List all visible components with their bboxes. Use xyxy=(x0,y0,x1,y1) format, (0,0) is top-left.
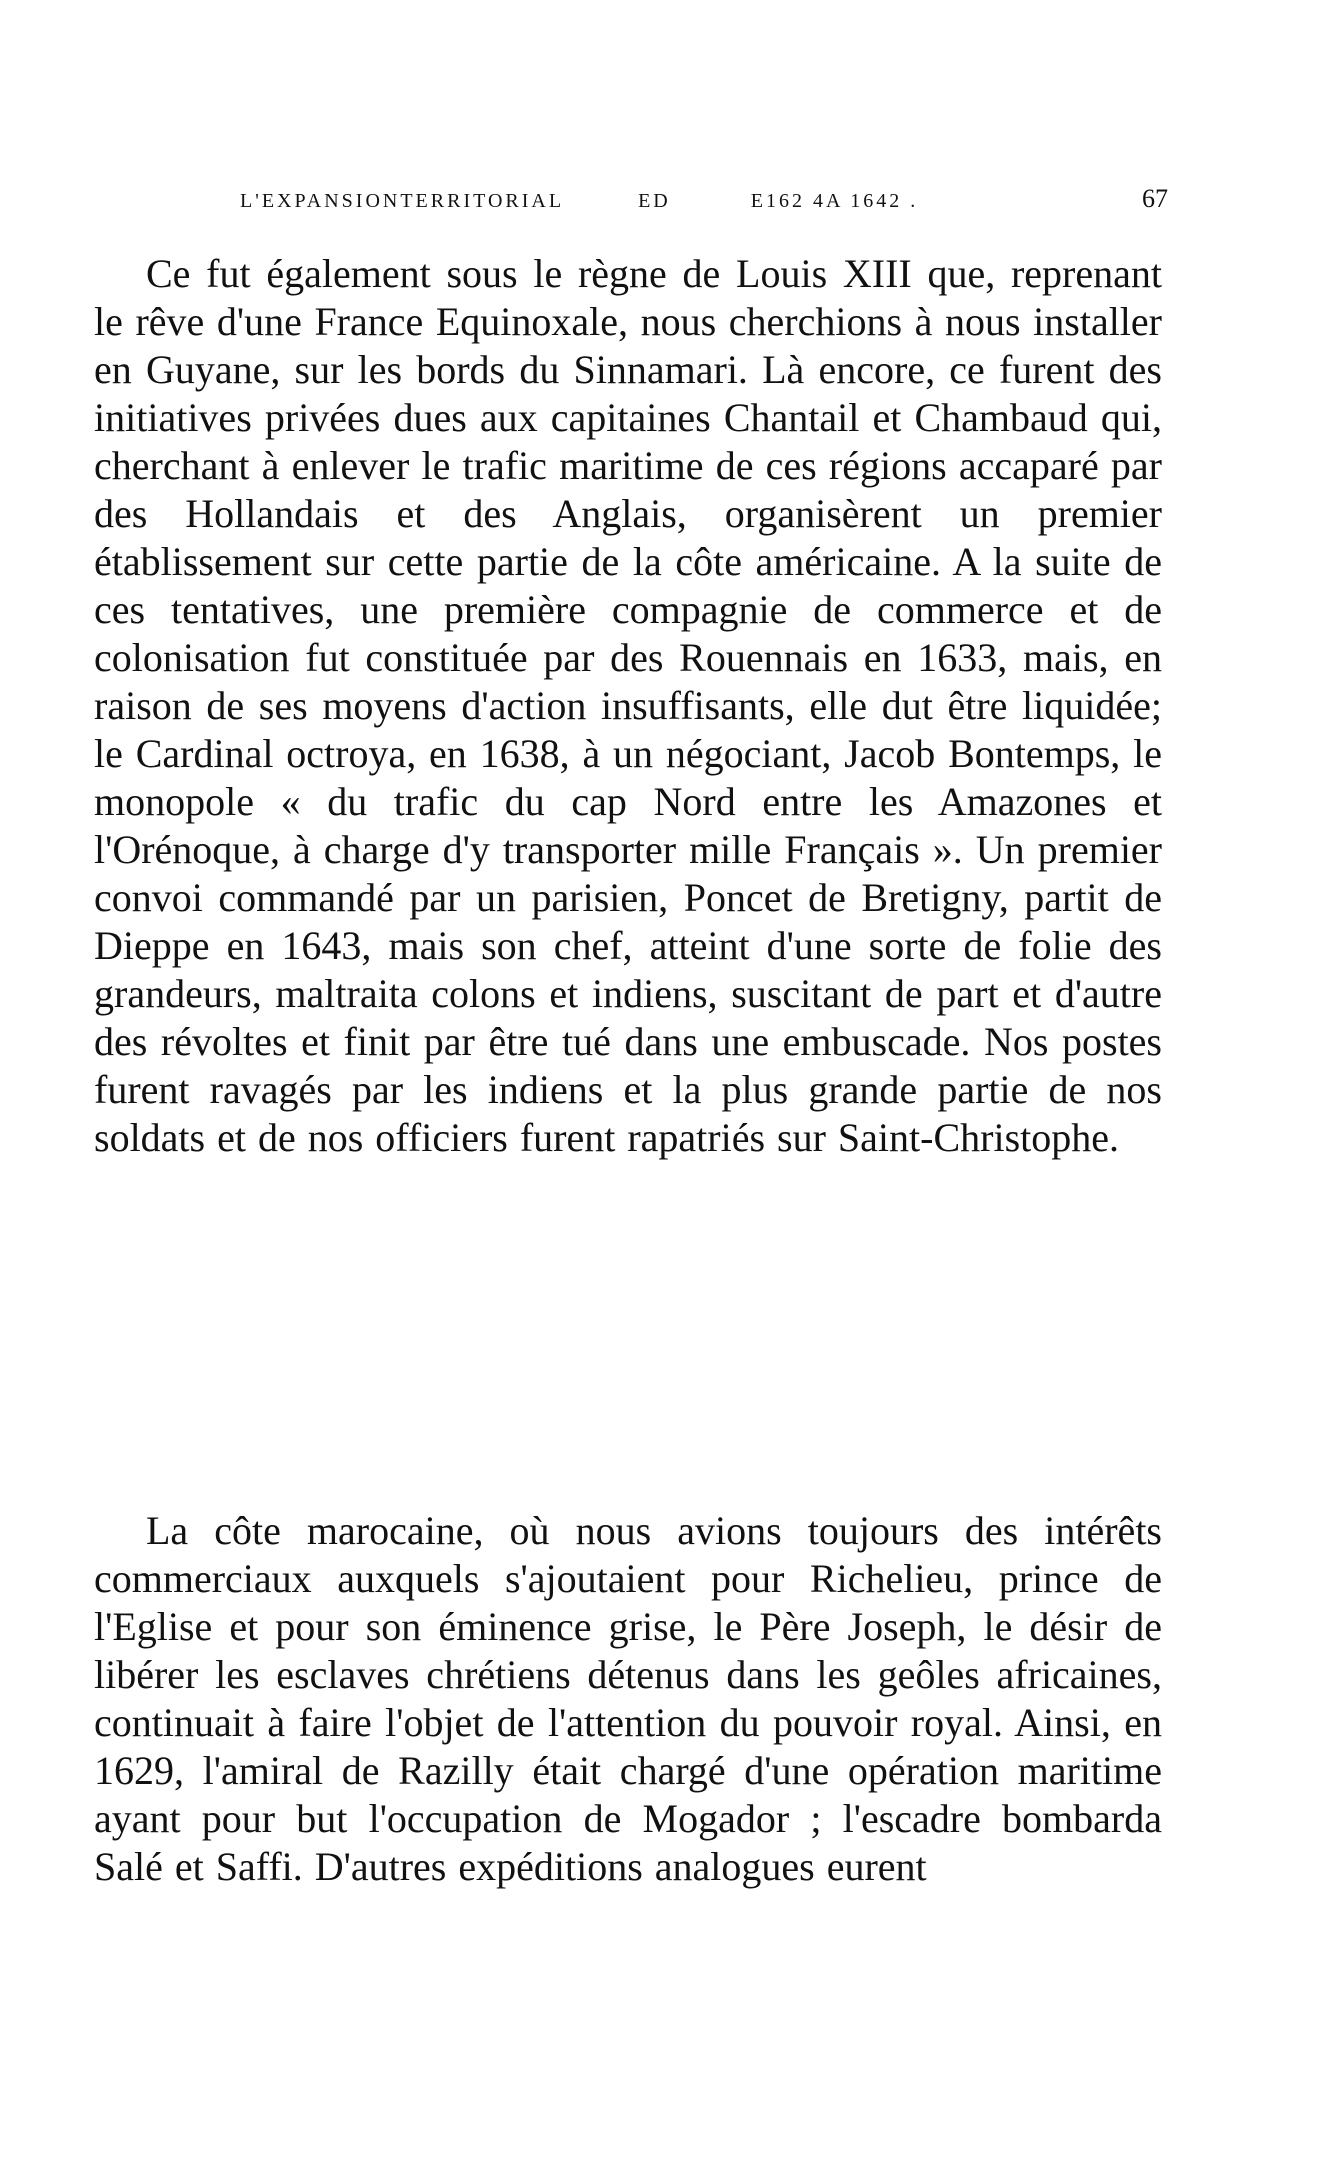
running-title-part-3: E162 4A 1642 . xyxy=(750,190,919,212)
running-title xyxy=(240,190,918,213)
page-header xyxy=(240,184,1168,224)
paragraph-guyane: Ce fut également sous le règne de Louis XIII que, reprenant le rêve d'une France Equinoxale, nous cherchions à nous installer en Guyane, sur les bords du Sinnamari. Là encore, ce furent des initiatives privées dues aux capitaines Chantail et Chambaud qui, cherchant à enlever le trafic maritime de ces régions accaparé par des Hollandais et des Anglais, organisèrent un premier établissement sur cette partie de la côte américaine. A la suite de ces tentatives, une première compagnie de commerce et de colonisation fut constituée par des Rouennais en 1633, mais, en raison de ses moyens d'action insuffisants, elle dut être liquidée; le Cardinal octroya, en 1638, à un négociant, Jacob Bontemps, le monopole « du trafic du cap Nord entre les Amazones et l'Orénoque, à charge d'y transporter mille Français ». Un premier convoi commandé par un parisien, Poncet de Bretigny, partit de Dieppe en 1643, mais son chef, atteint d'une sorte de folie des grandeurs, maltraita colons et indiens, suscitant de part et d'autre des révoltes et finit par être tué dans une embuscade. Nos postes furent ravagés par les indiens et la plus grande partie de nos soldats et de nos officiers furent rapatriés sur Saint-Christophe. xyxy=(94,251,1162,1160)
paragraph-cote-marocaine: La côte marocaine, où nous avions toujours des intérêts commerciaux auxquels s'ajoutaient pour Richelieu, prince de l'Eglise et pour son éminence grise, le Père Joseph, le désir de libérer les esclaves chrétiens détenus dans les geôles africaines, continuait à faire l'objet de l'attention du pouvoir royal. Ainsi, en 1629, l'amiral de Razilly était chargé d'une opération maritime ayant pour but l'occupation de Mogador ; l'escadre bombarda Salé et Saffi. D'autres expéditions analogues eurent xyxy=(94,1508,1162,1889)
page-number: 67 xyxy=(1142,184,1168,213)
running-title-part-1: L'EXPANSIONTERRITORIAL xyxy=(240,190,565,212)
running-title-part-2: ED xyxy=(638,190,671,212)
